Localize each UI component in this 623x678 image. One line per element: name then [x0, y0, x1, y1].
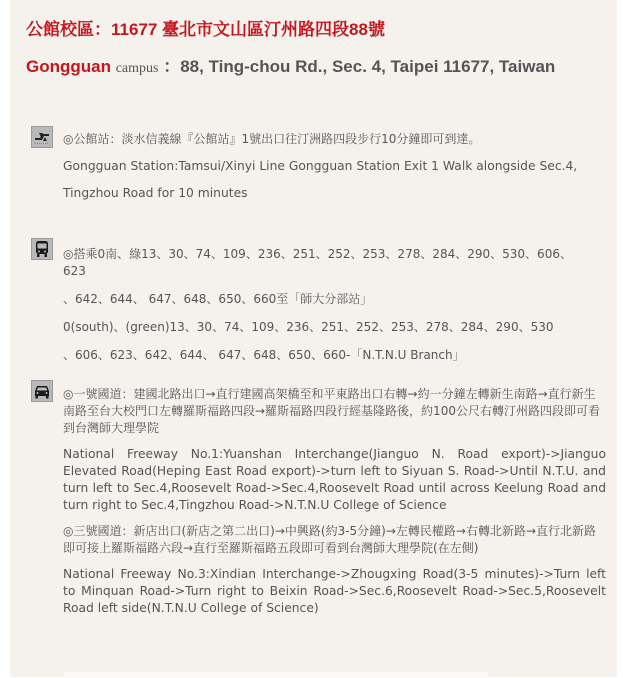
- freeway1-route-zh: ◎一號國道：建國北路出口→直行建國高架橋至和平東路出口右轉→約一分鐘左轉新生南路→直行新生南路至台大校門口左轉羅斯福路四段→羅斯福路四段行經基隆路後，約100公尺右轉汀州路四段即可看到台灣師大理學院: [63, 387, 600, 435]
- campus-name: Gongguan: [26, 57, 111, 76]
- mrt-route-zh: ◎公館站：淡水信義線『公館站』1號出口往汀洲路四段步行10分鐘即可到達。: [63, 132, 481, 146]
- footer-box: [64, 672, 488, 678]
- campus-address-zh: 公館校區：11677 臺北市文山區汀州路四段88號: [26, 20, 385, 39]
- content-panel: [10, 0, 617, 677]
- mrt-route-en: Gongguan Station:Tamsui/Xinyi Line Gongguan Station Exit 1 Walk alongside Sec.4,: [63, 159, 578, 173]
- car-text: [63, 386, 606, 617]
- bus-routes-en: 0(south)、(green)13、30、74、109、236、251、252、253、278、284、290、530: [63, 320, 554, 334]
- bus-routes-zh-cont: 、642、644、 647、648、650、660至「師大分部站」: [63, 292, 373, 306]
- bus-text: [63, 246, 606, 364]
- campus-address-text: ：88, Ting-chou Rd., Sec. 4, Taipei 11677, Taiwan: [163, 57, 556, 76]
- freeway3-route-en: National Freeway No.3:Xindian Interchange->Zhougxing Road(3-5 minutes)->Turn left to Minquan Road->Turn right to Beixin Road->Sec.6,Roosevelt Road->Sec.5,Roosevelt Road left side(N.T.N.U College of Science): [63, 567, 606, 615]
- car-icon: [31, 380, 53, 402]
- freeway1-route-en: National Freeway No.1:Yuanshan Interchange(Jianguo N. Road export)->Jianguo Elevated Road(Heping East Road export)->turn left to Siyuan S. Road->Until N.T.U. and turn left to Sec.4,Roosevelt Road->Sec.4,Roosevelt Road until across Keelung Road and turn right to Sec.4,Tingzhou Road->N.T.N.U College of Science: [63, 447, 606, 512]
- bus-routes-zh: ◎搭乘0南、綠13、30、74、109、236、251、252、253、278、284、290、530、606、623: [63, 247, 572, 278]
- mrt-icon: [31, 126, 53, 148]
- bus-icon: [31, 238, 53, 260]
- mrt-route-en-cont: Tingzhou Road for 10 minutes: [63, 186, 248, 200]
- bus-routes-en-cont: 、606、623、642、644、 647、648、650、660-「N.T.N.U Branch」: [63, 348, 465, 362]
- freeway3-route-zh: ◎三號國道：新店出口(新店之第二出口)→中興路(約3-5分鐘)→左轉民權路→右轉北新路→直行北新路即可接上羅斯福路六段→直行至羅斯福路五段即可看到台灣師大理學院(在左側): [63, 524, 597, 555]
- mrt-text: [63, 131, 606, 202]
- campus-address-en: [26, 57, 586, 79]
- campus-word: campus: [115, 61, 159, 76]
